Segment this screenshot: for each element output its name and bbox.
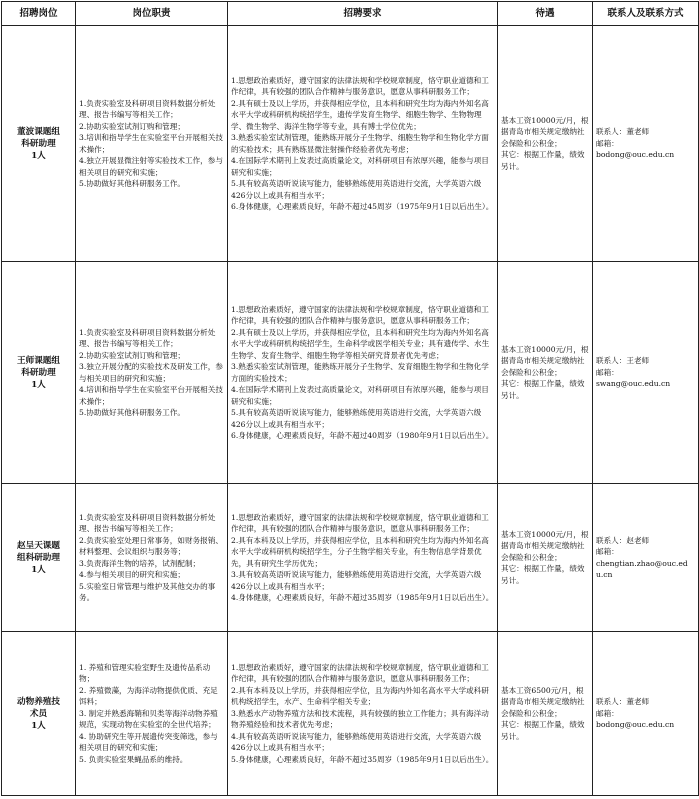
requirement-item: 3.熟悉水产动物养殖方法和技术流程，具有较强的独立工作能力；具有海洋动物养殖经验和技术者优先考虑； <box>231 708 489 730</box>
duty-item: 5.协助做好其他科研服务工作。 <box>79 408 185 417</box>
duty-item: 2.负责实验室处理日常事务，如财务报销、材料整理、会议组织与服务等； <box>79 535 223 556</box>
duty-item: 1.负责实验室及科研项目资料数据分析处理、报告书编写等相关工作； <box>79 327 216 348</box>
table-row <box>2 484 699 632</box>
duty-item: 5. 负责实验室果蝇品系的维持。 <box>79 754 188 764</box>
duties-cell <box>76 262 228 484</box>
post-cell <box>2 262 76 484</box>
duties-cell <box>76 632 228 796</box>
pay-cell <box>498 632 593 796</box>
post-title: 科研助理 <box>21 138 56 149</box>
duty-item: 4.培训和指导学生在实验室平台开展相关技术操作； <box>79 385 223 406</box>
recruitment-table <box>1 1 699 796</box>
requirement-item: 6.身体健康，心理素质良好，年龄不超过45周岁（1975年9月1日以后出生）。 <box>231 202 494 211</box>
pay-other: 其它：根据工作量，绩效另计。 <box>501 720 585 741</box>
duty-item: 4.独立开展显微注射等实验技术工作，参与相关项目的研究和实施； <box>79 156 223 177</box>
post-cell <box>2 26 76 262</box>
pay-other: 其它：根据工作量，绩效另计。 <box>501 150 585 171</box>
contact-cell <box>593 26 699 262</box>
duty-item: 1. 养殖和管理实验室野生及遗传品系动物； <box>79 662 211 684</box>
duty-item: 3.负责海洋生物的培养，试剂配制； <box>79 558 201 568</box>
requirement-item: 4.在国际学术期刊上发表过高质量论文，对科研项目有浓厚兴趣，能参与项目研究和实施； <box>231 385 489 406</box>
requirement-item: 1.思想政治素质好，遵守国家的法律法规和学校规章制度，恪守职业道德和工作纪律，具有较强的团队合作精神与服务意识，愿意从事科研服务工作； <box>231 662 489 684</box>
pay-cell <box>498 26 593 262</box>
requirement-item: 4.身体健康，心理素质良好，年龄不超过35周岁（1985年9月1日以后出生）。 <box>231 593 494 602</box>
table-row <box>2 632 699 796</box>
contact-person: 联系人：董老师 <box>596 127 650 137</box>
post-title: 术员 <box>29 708 48 719</box>
contact-person: 联系人：董老师 <box>596 697 650 707</box>
requirement-item: 1.思想政治素质好，遵守国家的法律法规和学校规章制度，恪守职业道德和工作纪律，具有较强的团队合作精神与服务意识，愿意从事科研服务工作； <box>231 75 489 96</box>
requirements-cell <box>228 26 498 262</box>
header-contact: 联系人及联系方式 <box>593 2 699 26</box>
contact-person: 联系人：赵老师 <box>596 535 650 545</box>
post-cell <box>2 484 76 632</box>
post-title: 科研助理 <box>21 367 56 378</box>
requirement-item: 2.具有本科及以上学历，并获得相应学位，且为海内外知名高水平大学或科研机构统招学生，水产、生命科学相关专业； <box>231 685 489 707</box>
requirement-item: 2.具有本科及以上学历，并获得相应学位，且本科和研究生均为海内外知名高水平大学或科研机构统招学生，分子生物学相关专业，有生物信息学背景优先，具有研究生学历优先； <box>231 535 489 568</box>
post-cell <box>2 632 76 796</box>
duty-item: 5.协助做好其他科研服务工作。 <box>79 179 185 188</box>
contact-email[interactable]: swang@ouc.edu.cn <box>596 379 671 389</box>
post-name: 董波课题组 <box>17 126 60 137</box>
header-requirements: 招聘要求 <box>228 2 498 26</box>
requirements-cell <box>228 262 498 484</box>
requirement-item: 6.身体健康，心理素质良好，年龄不超过40周岁（1980年9月1日以后出生）。 <box>231 431 494 440</box>
requirement-item: 5.具有较高英语听说读写能力，能够熟练使用英语进行交流，大学英语六级426分以上或具有相当水平； <box>231 408 482 429</box>
requirements-cell <box>228 632 498 796</box>
requirement-item: 4.在国际学术期刊上发表过高质量论文，对科研项目有浓厚兴趣，能参与项目研究和实施； <box>231 156 489 177</box>
post-name: 动物养殖技 <box>17 696 60 707</box>
post-name: 赵呈天课题 <box>17 540 60 551</box>
requirement-item: 3.熟悉实验室试剂管理，能熟练开展分子生物学、细胞生物学和生物化学方面的实验技术；具有熟练显微注射操作经验者优先考虑； <box>231 133 489 154</box>
pay-salary: 基本工资10000元/月，根据青岛市相关规定缴纳社会保险和公积金； <box>501 115 589 148</box>
duty-item: 2.协助实验室试剂订购和管理； <box>79 350 185 360</box>
post-name: 王师课题组 <box>17 355 60 366</box>
requirement-item: 2.具有硕士及以上学历，并获得相应学位，且本科和研究生均为海内外知名高水平大学或科研机构统招学生，遗传学发育生物学、细胞生物学、生物物理学、微生物学、海洋生物学等专业，具有博士学位优先； <box>231 98 489 131</box>
duty-item: 2. 养殖微藻，为海洋动物提供优质、充足饵料； <box>79 685 218 707</box>
pay-cell <box>498 262 593 484</box>
contact-email[interactable]: bodong@ouc.edu.cn <box>596 150 675 160</box>
duty-item: 5.实验室日常管理与维护及其他交办的事务。 <box>79 581 216 602</box>
contact-email[interactable]: bodong@ouc.edu.cn <box>596 720 675 730</box>
requirement-item: 5.具有较高英语听说读写能力，能够熟练使用英语进行交流，大学英语六级426分以上或具有相当水平； <box>231 179 482 200</box>
pay-salary: 基本工资10000元/月，根据青岛市相关规定缴纳社会保险和公积金； <box>501 529 589 562</box>
contact-cell <box>593 262 699 484</box>
requirements-cell <box>228 484 498 632</box>
duty-item: 1.负责实验室及科研项目资料数据分析处理、报告书编写等相关工作； <box>79 512 216 533</box>
duty-item: 3.独立开展分配的实验技术及研发工作，参与相关项目的研究和实施； <box>79 362 223 383</box>
table-row <box>2 262 699 484</box>
header-row <box>2 2 699 26</box>
duty-item: 3. 制定并熟悉海鞘和贝类等海洋动物养殖规范，实现动物在实验室的全世代培养； <box>79 708 218 730</box>
requirement-item: 3.熟悉实验室试剂管理，能熟练开展分子生物学、发育细胞生物学和生物化学方面的实验技术； <box>231 362 489 383</box>
duties-cell <box>76 26 228 262</box>
contact-email-label: 邮箱： <box>596 708 619 718</box>
contact-cell <box>593 484 699 632</box>
requirement-item: 4.具有较高英语听说读写能力，能够熟练使用英语进行交流，大学英语六级426分以上或具有相当水平； <box>231 731 482 753</box>
pay-salary: 基本工资10000元/月，根据青岛市相关规定缴纳社会保险和公积金； <box>501 344 589 377</box>
post-count: 1人 <box>31 720 46 731</box>
duties-cell <box>76 484 228 632</box>
duty-item: 1.负责实验室及科研项目资料数据分析处理、报告书编写等相关工作； <box>79 98 216 119</box>
contact-email-label: 邮箱： <box>596 547 619 556</box>
requirement-item: 3.具有较高英语听说读写能力，能够熟练使用英语进行交流，大学英语六级426分以上或具有相当水平； <box>231 570 482 591</box>
post-title: 组科研助理 <box>17 552 60 563</box>
post-count: 1人 <box>31 150 46 161</box>
requirement-item: 1.思想政治素质好，遵守国家的法律法规和学校规章制度，恪守职业道德和工作纪律，具有较强的团队合作精神与服务意识，愿意从事科研服务工作； <box>231 304 489 325</box>
pay-cell <box>498 484 593 632</box>
requirement-item: 5.身体健康，心理素质良好，年龄不超过35周岁（1985年9月1日以后出生）。 <box>231 754 494 764</box>
contact-email-label: 邮箱： <box>596 367 619 377</box>
duty-item: 3.培训和指导学生在实验室平台开展相关技术操作； <box>79 133 223 154</box>
duty-item: 4. 协助研究生等开展遗传突变筛选，参与相关项目的研究和实施； <box>79 731 218 753</box>
table-row <box>2 26 699 262</box>
contact-email[interactable]: chengtian.zhao@ouc.edu.cn <box>596 558 688 579</box>
pay-other: 其它：根据工作量，绩效另计。 <box>501 564 585 585</box>
header-duties: 岗位职责 <box>76 2 228 26</box>
contact-cell <box>593 632 699 796</box>
duty-item: 2.协助实验室试剂订购和管理； <box>79 121 185 131</box>
requirement-item: 2.具有硕士及以上学历，并获得相应学位，且本科和研究生均为海内外知名高水平大学或科研机构统招学生，生命科学或医学相关专业；具有遗传学、水生生物学、发育生物学、细胞生物学等相关研究背景者优先考虑； <box>231 327 490 360</box>
requirement-item: 1.思想政治素质好，遵守国家的法律法规和学校规章制度，恪守职业道德和工作纪律，具有较强的团队合作精神与服务意识，愿意从事科研服务工作； <box>231 512 489 533</box>
duty-item: 4.参与相关项目的研究和实施； <box>79 570 185 579</box>
pay-other: 其它：根据工作量，绩效另计。 <box>501 379 585 400</box>
contact-email-label: 邮箱： <box>596 138 619 148</box>
header-post: 招聘岗位 <box>2 2 76 26</box>
header-pay: 待遇 <box>498 2 593 26</box>
pay-salary: 基本工资6500元/月，根据青岛市相关规定缴纳社会保险和公积金； <box>501 685 585 718</box>
post-count: 1人 <box>31 379 46 390</box>
contact-person: 联系人：王老师 <box>596 356 650 366</box>
post-count: 1人 <box>31 564 46 575</box>
